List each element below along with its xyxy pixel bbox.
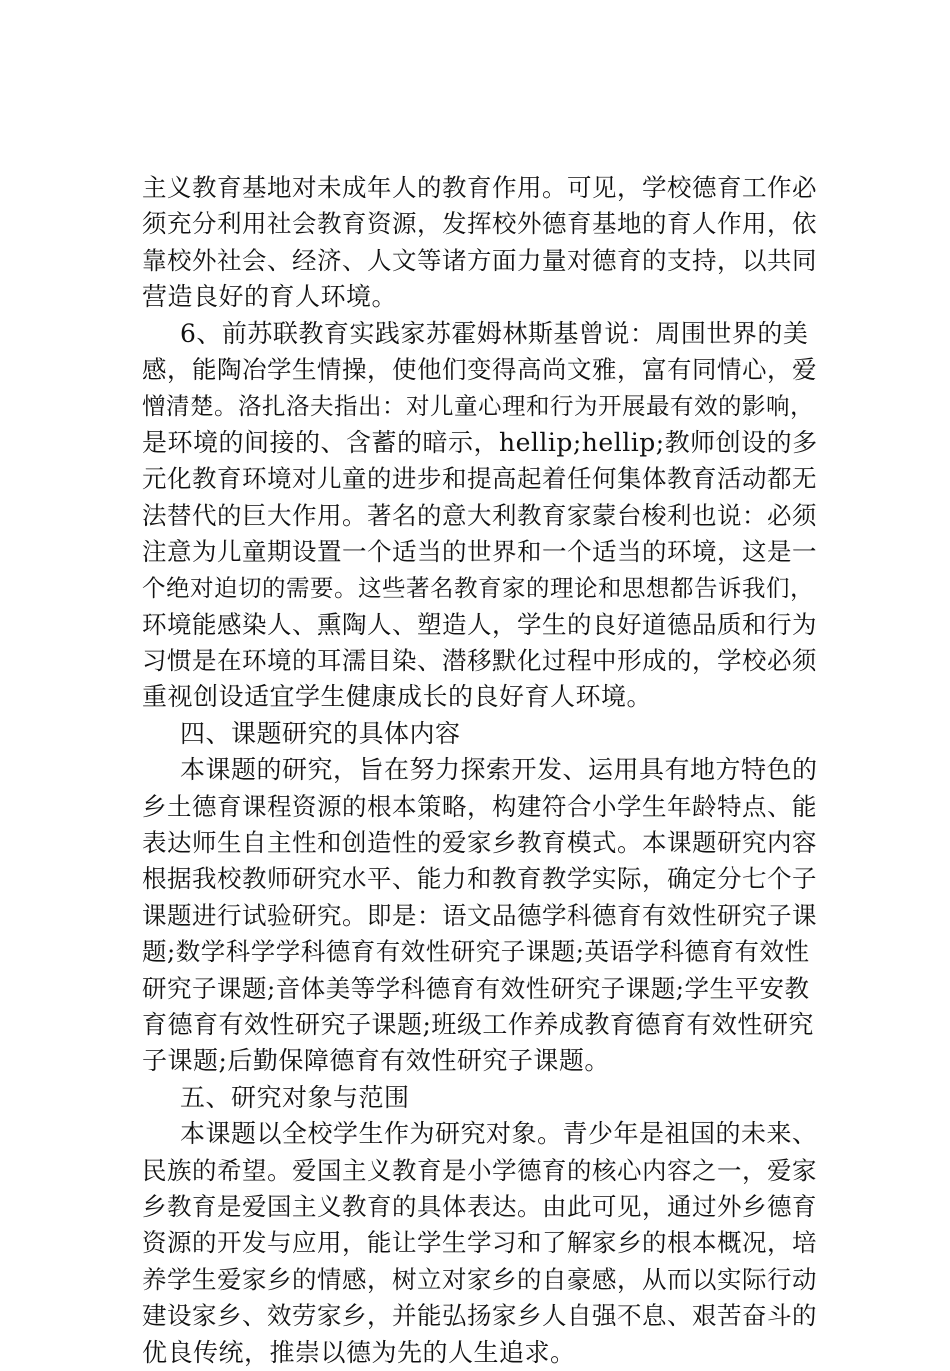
text-line: 建设家乡、效劳家乡，并能弘扬家乡人自强不息、艰苦奋斗的: [142, 1301, 817, 1331]
text-line: 须充分利用社会教育资源，发挥校外德育基地的育人作用，依: [142, 209, 817, 239]
text-line: 习惯是在环境的耳濡目染、潜移默化过程中形成的，学校必须: [142, 646, 817, 676]
text-line: 营造良好的育人环境。: [142, 282, 398, 312]
text-line: 四、课题研究的具体内容: [180, 718, 461, 748]
text-line: 优良传统，推崇以德为先的人生追求。: [142, 1337, 576, 1367]
text-line: 重视创设适宜学生健康成长的良好育人环境。: [142, 682, 653, 712]
text-line: 憎清楚。洛扎洛夫指出：对儿童心理和行为开展最有效的影响，: [142, 392, 814, 421]
body-text: [142, 170, 822, 1371]
text-line: 本课题以全校学生作为研究对象。青少年是祖国的未来、: [180, 1119, 818, 1149]
text-line: 资源的开发与应用，能让学生学习和了解家乡的根本概况，培: [142, 1228, 817, 1258]
text-line: 感，能陶冶学生情操，使他们变得高尚文雅，富有同情心，爱: [142, 354, 817, 384]
text-line: 研究子课题;音体美等学科德育有效性研究子课题;学生平安教: [142, 973, 810, 1003]
text-line: 育德育有效性研究子课题;班级工作养成教育德育有效性研究: [142, 1009, 814, 1039]
text-line: 法替代的巨大作用。著名的意大利教育家蒙台梭利也说：必须: [142, 500, 817, 530]
text-line: 养学生爱家乡的情感，树立对家乡的自豪感，从而以实际行动: [142, 1264, 817, 1294]
text-line: 6、前苏联教育实践家苏霍姆林斯基曾说：周围世界的美: [180, 318, 809, 348]
text-line: 表达师生自主性和创造性的爱家乡教育模式。本课题研究内容: [142, 828, 817, 858]
text-line: 乡土德育课程资源的根本策略，构建符合小学生年龄特点、能: [142, 791, 817, 821]
text-line: 课题进行试验研究。即是：语文品德学科德育有效性研究子课: [142, 900, 817, 930]
text-line: 子课题;后勤保障德育有效性研究子课题。: [142, 1046, 610, 1076]
text-line: 注意为儿童期设置一个适当的世界和一个适当的环境，这是一: [142, 536, 817, 566]
text-line: 本课题的研究，旨在努力探索开发、运用具有地方特色的: [180, 755, 818, 785]
text-line: 根据我校教师研究水平、能力和教育教学实际，确定分七个子: [142, 864, 817, 894]
text-line: 是环境的间接的、含蓄的暗示，hellip;hellip;教师创设的多: [142, 427, 818, 457]
text-line: 主义教育基地对未成年人的教育作用。可见，学校德育工作必: [142, 173, 817, 202]
text-line: 乡教育是爱国主义教育的具体表达。由此可见，通过外乡德育: [142, 1191, 817, 1221]
text-line: 元化教育环境对儿童的进步和提高起着任何集体教育活动都无: [142, 464, 817, 494]
text-line: 民族的希望。爱国主义教育是小学德育的核心内容之一，爱家: [142, 1155, 817, 1185]
text-line: 靠校外社会、经济、人文等诸方面力量对德育的支持，以共同: [142, 245, 817, 275]
text-line: 题;数学科学学科德育有效性研究子课题;英语学科德育有效性: [142, 937, 810, 967]
text-line: 五、研究对象与范围: [180, 1082, 410, 1112]
text-line: 环境能感染人、熏陶人、塑造人，学生的良好道德品质和行为: [142, 609, 817, 639]
text-line: 个绝对迫切的需要。这些著名教育家的理论和思想都告诉我们，: [142, 574, 814, 603]
